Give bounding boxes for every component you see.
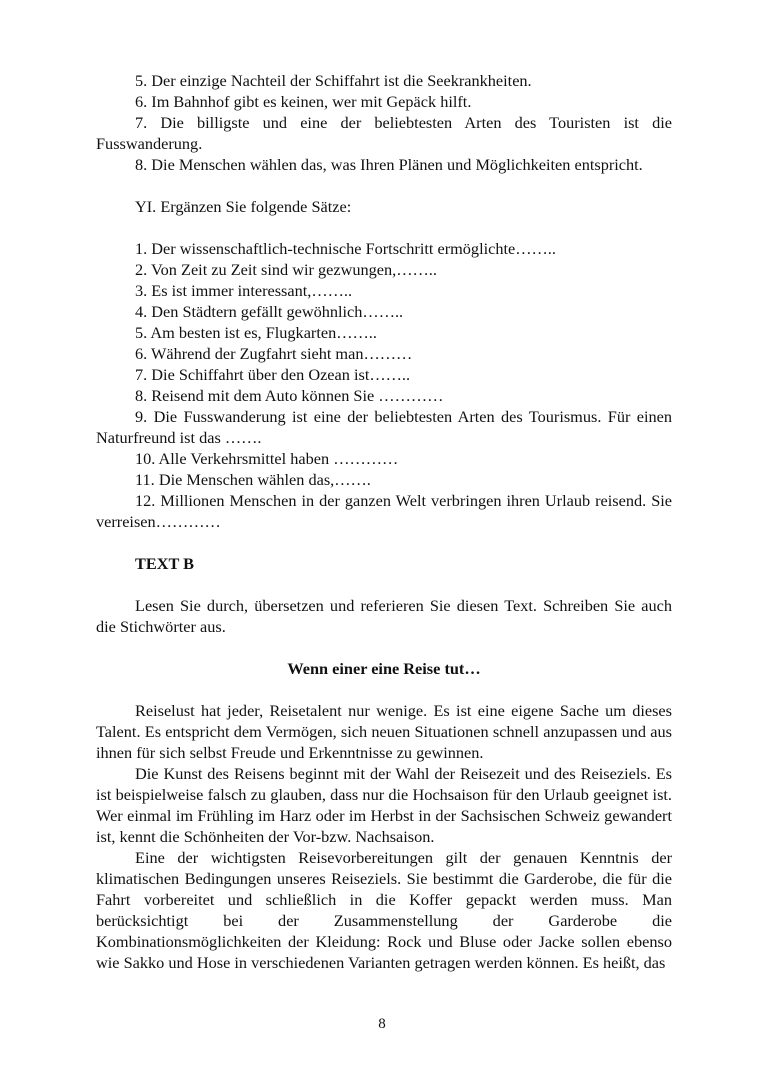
exercise-title: YI. Ergänzen Sie folgende Sätze: (135, 197, 352, 216)
exercise-item: 12. Millionen Menschen in der ganzen Welt verbringen ihren Urlaub reisend. Sie verreisen………… (96, 491, 672, 531)
exercise-item: 6. Während der Zugfahrt sieht man……… (135, 344, 413, 363)
page-number: 8 (378, 1016, 386, 1032)
exercise-item: 10. Alle Verkehrsmittel haben ………… (135, 449, 399, 468)
list-item: 8. Die Menschen wählen das, was Ihren Plänen und Möglichkeiten entspricht. (135, 155, 643, 174)
list-item: 7. Die billigste und eine der beliebtesten Arten des Touristen ist die Fusswanderung. (96, 113, 672, 153)
document-page (96, 70, 672, 973)
exercise-item: 11. Die Menschen wählen das,……. (135, 470, 371, 489)
exercise-item: 9. Die Fusswanderung ist eine der beliebtesten Arten des Tourismus. Für einen Naturfreund ist das ……. (96, 407, 672, 447)
exercise-item: 3. Es ist immer interessant,…….. (135, 281, 353, 300)
exercise-item: 1. Der wissenschaftlich-technische Fortschritt ermöglichte…….. (135, 239, 556, 258)
section-heading: TEXT B (135, 554, 194, 573)
article-paragraph: Eine der wichtigsten Reisevorbereitungen gilt der genauen Kenntnis der klimatischen Bedingungen unseres Reiseziels. Sie bestimmt die Garderobe, die für die Fahrt vorbereitet und schließlich in die Koffer gepackt werden muss. Man berücksichtigt bei der Zusammenstellung der Garderobe die Kombinationsmöglichkeiten der Kleidung: Rock und Bluse oder Jacke sollen ebenso wie Sakko und Hose in verschiedenen Varianten getragen werden können. Es heißt, das (96, 848, 672, 972)
list-item: 5. Der einzige Nachteil der Schiffahrt ist die Seekrankheiten. (135, 71, 532, 90)
exercise-item: 2. Von Zeit zu Zeit sind wir gezwungen,…….. (135, 260, 437, 279)
article-paragraph: Die Kunst des Reisens beginnt mit der Wahl der Reisezeit und des Reiseziels. Es ist beispielweise falsch zu glauben, dass nur die Hochsaison für den Urlaub geeignet ist. Wer einmal im Frühling im Harz oder im Herbst in der Sachsischen Schweiz gewandert ist, kennt die Schönheiten der Vor-bzw. Nachsaison. (96, 764, 672, 846)
article-paragraph: Reiselust hat jeder, Reisetalent nur wenige. Es ist eine eigene Sache um dieses Talent. Es entspricht dem Vermögen, sich neuen Situationen schnell anzupassen und aus ihnen für sich selbst Freude und Erkenntnisse zu gewinnen. (96, 701, 672, 762)
article-title: Wenn einer eine Reise tut… (287, 659, 481, 678)
instruction-text: Lesen Sie durch, übersetzen und referieren Sie diesen Text. Schreiben Sie auch die Stichwörter aus. (96, 596, 672, 636)
exercise-item: 7. Die Schiffahrt über den Ozean ist…….. (135, 365, 411, 384)
exercise-item: 5. Am besten ist es, Flugkarten…….. (135, 323, 377, 342)
list-item: 6. Im Bahnhof gibt es keinen, wer mit Gepäck hilft. (135, 92, 472, 111)
exercise-item: 8. Reisend mit dem Auto können Sie ………… (135, 386, 444, 405)
exercise-item: 4. Den Städtern gefällt gewöhnlich…….. (135, 302, 404, 321)
